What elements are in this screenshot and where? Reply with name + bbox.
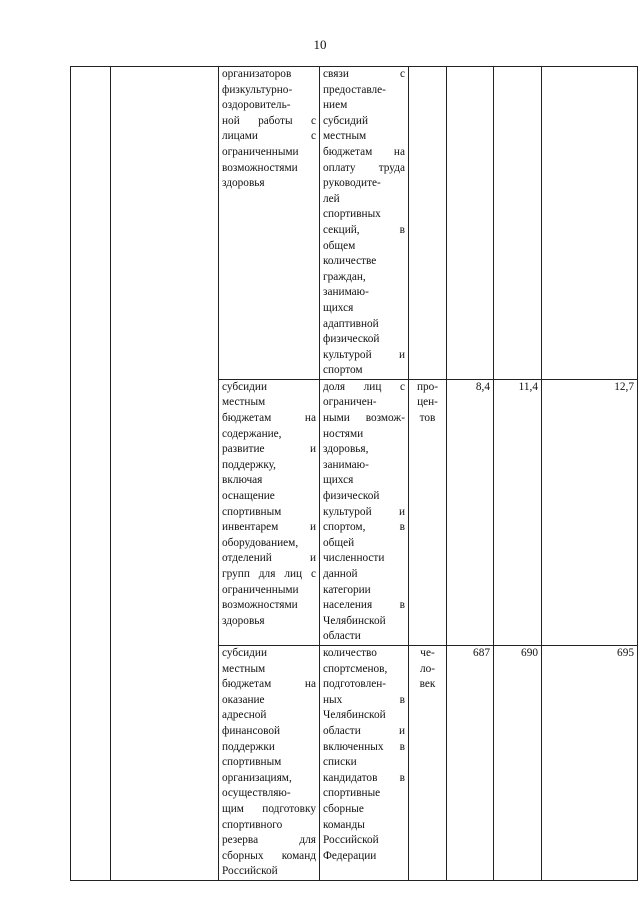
value-year-2: 11,4: [494, 379, 542, 645]
cell-text-line: руководите-: [323, 177, 381, 190]
page-number: 10: [313, 37, 327, 52]
cell-text-line: местным: [222, 662, 266, 675]
cell-text-line: щихся: [323, 474, 354, 487]
cell-text-line: Российской: [323, 834, 379, 847]
measure-cell: [219, 645, 320, 880]
cell-text-line: развитие и: [222, 443, 316, 456]
cell-text-line: оплату труда: [323, 161, 405, 174]
cell-text-line: про-: [416, 380, 439, 393]
cell-text-line: связи с: [323, 68, 405, 80]
cell-text-line: ограниченными: [222, 145, 299, 158]
cell-text-line: поддержку,: [222, 458, 277, 471]
cell-text-line: Челябинской: [323, 709, 386, 722]
cell-text-line: осуществляю-: [222, 787, 291, 800]
cell-text-line: ло-: [419, 662, 436, 675]
cell-text-line: общем: [323, 239, 356, 252]
cell-text-line: физической: [323, 490, 380, 503]
cell-text-line: оборудованием,: [222, 536, 299, 549]
cell-text-line: организаторов: [222, 68, 292, 80]
unit-cell: [409, 379, 447, 645]
cell-text-line: количество: [323, 646, 377, 659]
cell-text-line: сборные: [323, 802, 364, 815]
cell-text-line: оснащение: [222, 490, 275, 503]
cell-text-line: секций, в: [323, 223, 405, 236]
cell-text-line: лей: [323, 192, 340, 205]
cell-text-line: подготовлен-: [323, 678, 387, 691]
cell-text-line: групп для лиц с: [222, 568, 316, 580]
unit-cell: [409, 67, 447, 380]
cell-text-line: категории: [323, 583, 371, 596]
cell-text-line: лицами с: [222, 130, 316, 143]
cell-text-line: отделений и: [222, 552, 316, 565]
value-year-3: 695: [542, 645, 638, 880]
cell-text-line: ных в: [323, 693, 405, 706]
cell-text-line: граждан,: [323, 270, 366, 283]
cell-text-line: ностями: [323, 427, 364, 440]
cell-text-line: кандидатов в: [323, 771, 405, 784]
cell-text-line: области: [323, 630, 361, 643]
cell-text-line: адресной: [222, 709, 267, 722]
cell-text-line: бюджетам на: [222, 678, 316, 691]
measure-cell: [219, 379, 320, 645]
program-indicators-table: [70, 66, 638, 881]
value-year-3: 12,7: [542, 379, 638, 645]
cell-text-line: списки: [323, 756, 357, 769]
indicator-cell: [320, 379, 409, 645]
cell-text-line: субсидии: [222, 646, 268, 659]
cell-text-line: культурой и: [323, 348, 405, 361]
value-year-1: 687: [447, 645, 494, 880]
cell-text-line: финансовой: [222, 724, 281, 737]
cell-text-line: ными возмож-: [323, 412, 405, 425]
cell-text-line: нием: [323, 99, 348, 112]
indicator-cell: [320, 645, 409, 880]
cell-text-line: Федерации: [323, 849, 377, 862]
cell-text-line: че-: [420, 646, 435, 659]
cell-text-line: бюджетам на: [222, 412, 316, 425]
cell-text-line: возможностями: [222, 161, 298, 174]
cell-text-line: спортивного: [222, 818, 283, 831]
indicator-cell: [320, 67, 409, 380]
cell-text-line: здоровья,: [323, 443, 369, 456]
cell-text-line: содержание,: [222, 427, 282, 440]
cell-text-line: количестве: [323, 255, 377, 268]
value-year-1: 8,4: [447, 379, 494, 645]
cell-text-line: спортивных: [323, 208, 381, 221]
table-body: [71, 67, 638, 881]
cell-text-line: Челябинской: [323, 614, 386, 627]
value-year-1: [447, 67, 494, 380]
measure-cell: [219, 67, 320, 380]
cell-text-line: спортивные: [323, 787, 381, 800]
cell-text-line: ной работы с: [222, 114, 316, 127]
cell-text-line: ограниченными: [222, 583, 299, 596]
cell-text-line: резерва для: [222, 834, 316, 847]
cell-text-line: спортсменов,: [323, 662, 388, 675]
cell-text-line: здоровья: [222, 177, 265, 190]
cell-text-line: общей: [323, 536, 355, 549]
value-year-2: [494, 67, 542, 380]
cell-text-line: субсидии: [222, 380, 268, 393]
cell-text-line: век: [419, 678, 436, 691]
cell-text-line: возможностями: [222, 599, 298, 612]
cell-text-line: инвентарем и: [222, 521, 316, 534]
cell-text-line: оказание: [222, 693, 265, 706]
cell-text-line: местным: [222, 396, 266, 409]
cell-text-line: команды: [323, 818, 365, 831]
cell-text-line: культурой и: [323, 505, 405, 518]
cell-text-line: щим подготовку: [222, 802, 316, 815]
cell-text-line: данной: [323, 568, 358, 580]
cell-text-line: щихся: [323, 301, 354, 314]
cell-text-line: спортивным: [222, 756, 282, 769]
cell-text-line: включая: [222, 474, 263, 487]
cell-text-line: организациям,: [222, 771, 292, 784]
unit-cell: [409, 645, 447, 880]
cell-text-line: Российской: [222, 865, 278, 878]
cell-text-line: субсидий: [323, 114, 369, 127]
value-year-3: [542, 67, 638, 380]
cell-text-line: спортом, в: [323, 521, 405, 534]
cell-text-line: предоставле-: [323, 83, 386, 96]
cell-text-line: занимаю-: [323, 458, 369, 471]
cell-text-line: сборных команд: [222, 849, 316, 862]
cell-text-line: включенных в: [323, 740, 405, 753]
cell-text-line: спортом: [323, 364, 363, 377]
empty-cell-task: [111, 67, 219, 881]
cell-text-line: тов: [419, 412, 436, 425]
cell-text-line: ограничен-: [323, 396, 377, 409]
cell-text-line: цен-: [417, 396, 438, 409]
cell-text-line: местным: [323, 130, 367, 143]
cell-text-line: численности: [323, 552, 385, 565]
cell-text-line: спортивным: [222, 505, 282, 518]
value-year-2: 690: [494, 645, 542, 880]
cell-text-line: бюджетам на: [323, 145, 405, 158]
empty-cell-number: [71, 67, 111, 881]
cell-text-line: занимаю-: [323, 286, 369, 299]
cell-text-line: области и: [323, 724, 405, 737]
cell-text-line: физкультурно-: [222, 83, 293, 96]
cell-text-line: адаптивной: [323, 317, 379, 330]
cell-text-line: оздоровитель-: [222, 99, 291, 112]
cell-text-line: физической: [323, 333, 380, 346]
cell-text-line: здоровья: [222, 614, 265, 627]
table-row: [71, 67, 638, 380]
cell-text-line: поддержки: [222, 740, 275, 753]
cell-text-line: населения в: [323, 599, 405, 612]
cell-text-line: доля лиц с: [323, 380, 405, 393]
